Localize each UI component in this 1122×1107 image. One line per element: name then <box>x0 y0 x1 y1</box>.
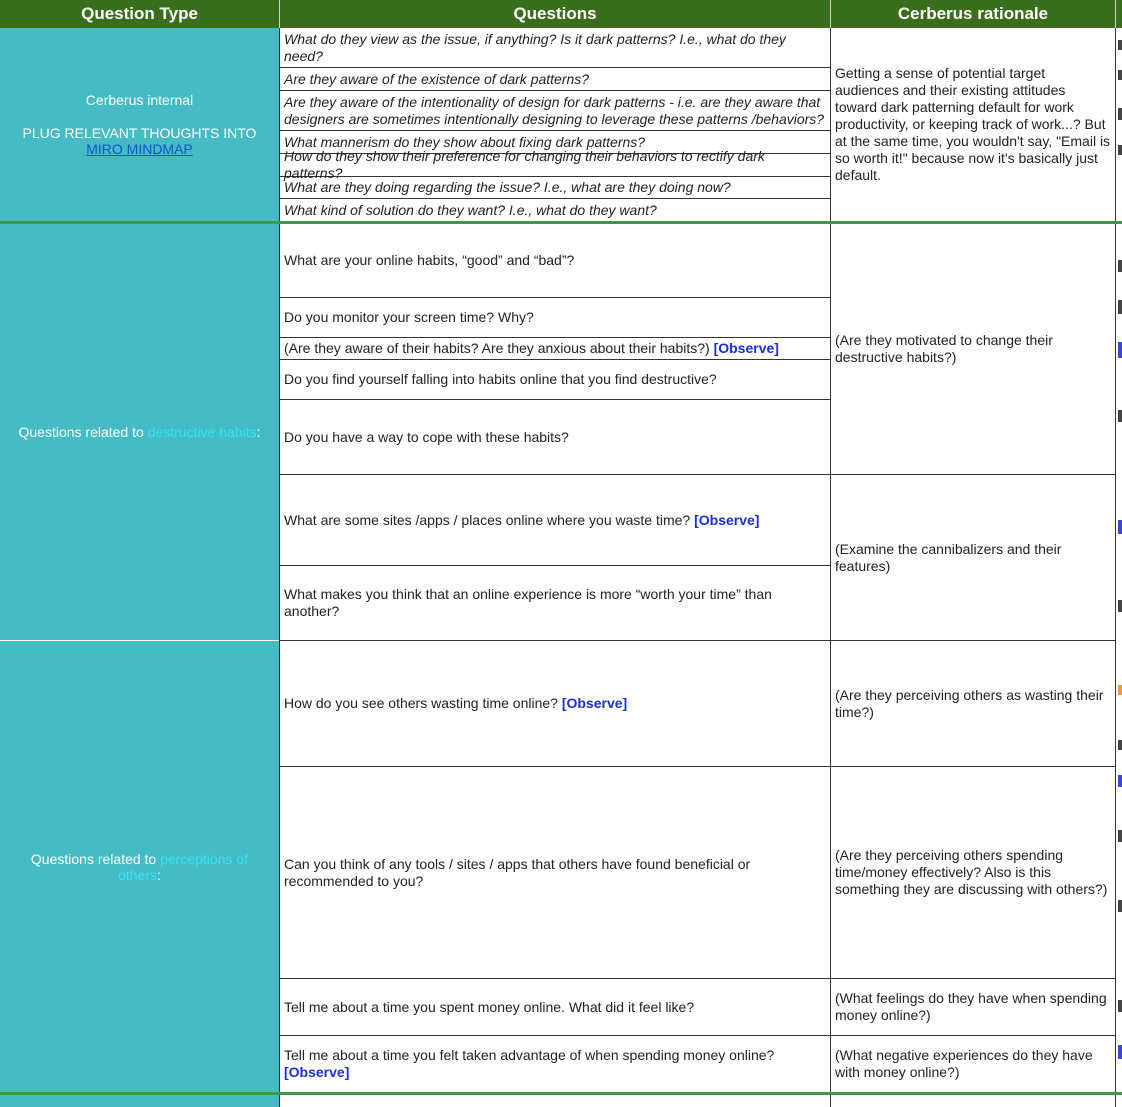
rationale-cell[interactable]: (Are they motivated to change their destructive habits?) <box>831 224 1115 475</box>
next-column-mark <box>1118 410 1122 422</box>
next-column-mark <box>1118 830 1122 842</box>
observe-tag: [Observe] <box>713 340 779 356</box>
rationale-cell[interactable]: (Are they perceiving others as wasting their time?) <box>831 641 1115 767</box>
next-column-mark <box>1118 740 1122 750</box>
type-label <box>18 424 260 440</box>
next-column-mark <box>1118 300 1122 314</box>
observe-tag: [Observe] <box>284 1064 350 1080</box>
question-text: What are your online habits, “good” and “bad”? <box>284 252 575 268</box>
next-column-mark <box>1118 900 1122 912</box>
question-text-main: (Are they aware of their habits? Are they anxious about their habits?) <box>284 340 714 356</box>
question-text: Can you think of any tools / sites / apps that others have found beneficial or recommended to you? <box>284 855 751 889</box>
question-text-main: How do you see others wasting time online? <box>284 695 562 711</box>
observe-tag: [Observe] <box>694 511 760 528</box>
observe-tag: [Observe] <box>561 695 628 711</box>
type-cell-perceptions-of-others[interactable] <box>0 641 279 1092</box>
next-column-mark <box>1118 342 1122 358</box>
rationale-cell[interactable]: (Are they perceiving others spending time/money effectively? Also is this something they are discussing with others?) <box>831 767 1115 979</box>
question-text-main: What are some sites /apps / places online where you waste time? <box>284 511 695 528</box>
type-label-highlight: perceptions of others <box>118 850 249 883</box>
type-note <box>4 125 275 157</box>
rationale-cell[interactable]: (What feelings do they have when spending money online?) <box>831 979 1115 1036</box>
question-cell[interactable]: How do they show their preference for changing their behaviors to rectify dark patterns? <box>280 154 831 177</box>
question-cell[interactable] <box>280 1036 831 1092</box>
question-text <box>284 695 627 712</box>
question-cell[interactable]: What mannerism do they show about fixing dark patterns? <box>280 131 831 154</box>
rationale-cell[interactable]: (What negative experiences do they have with money online?) <box>835 1047 1093 1080</box>
rationale-cell[interactable]: (Examine the cannibalizers and their features) <box>831 475 1115 641</box>
header-rationale[interactable]: Cerberus rationale <box>831 0 1116 28</box>
question-cell[interactable]: What are they doing regarding the issue? I.e., what are they doing now? <box>280 177 831 199</box>
type-label-suffix: : <box>157 866 161 883</box>
question-cell[interactable] <box>280 298 831 338</box>
next-column-mark <box>1118 108 1122 120</box>
type-note-text: PLUG RELEVANT THOUGHTS INTO <box>22 125 257 141</box>
type-cell-destructive-habits[interactable] <box>0 224 279 640</box>
question-cell[interactable] <box>280 979 831 1036</box>
header-question-type[interactable]: Question Type <box>0 0 280 28</box>
question-cell[interactable] <box>280 475 831 566</box>
type-label-prefix: Questions related to <box>30 850 161 867</box>
question-text <box>284 340 779 357</box>
question-text: Tell me about a time you spent money online. What did it feel like? <box>284 998 695 1015</box>
question-text: Do you find yourself falling into habits online that you find destructive? <box>284 371 717 387</box>
miro-mindmap-link[interactable]: MIRO MINDMAP <box>86 141 193 157</box>
type-label: Cerberus internal <box>85 92 194 108</box>
question-cell[interactable]: Are they aware of the intentionality of design for dark patterns - i.e. are they aware that designers are sometimes intentionally designing to leverage these patterns /behaviors? <box>280 91 831 131</box>
next-column-mark <box>1118 40 1122 50</box>
next-column-mark <box>1118 685 1122 695</box>
question-text-main: Tell me about a time you felt taken advantage of when spending money online? <box>284 1047 775 1063</box>
question-text: Do you have a way to cope with these habits? <box>284 428 569 445</box>
question-cell[interactable]: What do they view as the issue, if anything? Is it dark patterns? I.e., what do they need? <box>280 28 831 68</box>
question-cell[interactable] <box>280 566 831 641</box>
next-column-mark <box>1118 1000 1122 1012</box>
question-cell[interactable] <box>280 224 831 298</box>
next-column-mark <box>1118 600 1122 612</box>
next-column-mark <box>1118 520 1122 534</box>
header-questions[interactable]: Questions <box>280 0 831 28</box>
question-text <box>284 1047 827 1081</box>
question-text <box>284 512 759 529</box>
next-column-edge <box>1115 28 1122 1107</box>
question-cell[interactable]: Are they aware of the existence of dark patterns? <box>280 68 831 91</box>
rationale-cell[interactable]: Getting a sense of potential target audiences and their existing attitudes toward dark patterning default for work productivity, or keeping track of work...? But at the same time, you wouldn't say, "Email is so worth it!" because now it's basically just default. <box>835 65 1111 183</box>
question-cell[interactable] <box>280 767 831 979</box>
section-divider <box>0 1092 1122 1095</box>
question-text: Do you monitor your screen time? Why? <box>284 309 534 325</box>
next-column-mark <box>1118 260 1122 272</box>
type-cell-next[interactable] <box>0 1095 279 1107</box>
type-label-prefix: Questions related to <box>18 424 148 440</box>
type-cell-cerberus-internal[interactable] <box>0 28 279 221</box>
next-column-mark <box>1118 775 1122 787</box>
question-cell[interactable] <box>280 400 831 475</box>
question-cell[interactable] <box>280 338 831 360</box>
question-cell[interactable] <box>280 360 831 400</box>
type-label <box>24 851 255 883</box>
next-column-mark <box>1118 145 1122 155</box>
question-cell[interactable]: What kind of solution do they want? I.e., what do they want? <box>284 201 657 218</box>
next-column-mark <box>1118 1045 1122 1059</box>
type-label-highlight: destructive habits <box>147 424 257 440</box>
next-column-mark <box>1118 70 1122 80</box>
question-text: What makes you think that an online experience is more “worth your time” than another? <box>284 586 772 619</box>
type-label-suffix: : <box>256 424 261 440</box>
question-cell[interactable] <box>280 641 831 767</box>
